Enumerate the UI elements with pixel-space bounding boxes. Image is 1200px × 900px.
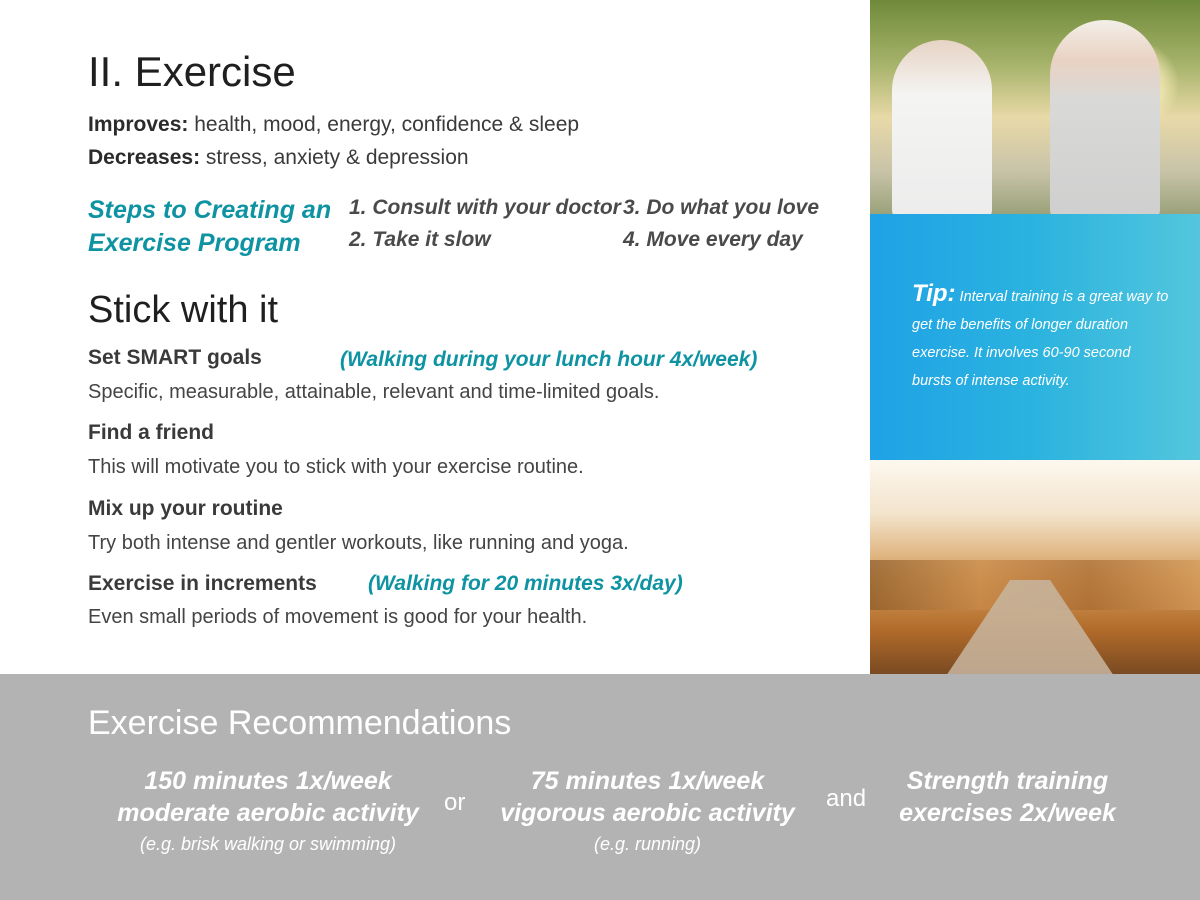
recommendations-title: Exercise Recommendations [88,704,512,742]
improves-text: health, mood, energy, confidence & sleep [188,113,580,136]
step-item-1: 1. Consult with your doctor [349,196,621,219]
recommendation-line2: moderate aerobic activity [117,799,419,827]
recommendation-moderate [108,765,428,859]
recommendation-line1: 75 minutes 1x/week [530,767,765,795]
recommendation-line1: 150 minutes 1x/week [144,767,392,795]
tip-body: Interval training is a great way to get the benefits of longer duration exercise. It involves 60-90 second bursts of intense activity. [912,289,1169,389]
tip-box [870,214,1200,460]
tip-text [912,280,1172,395]
recommendation-line2: vigorous aerobic activity [500,799,795,827]
find-friend-body: This will motivate you to stick with your exercise routine. [88,456,584,478]
improves-line [88,113,579,137]
page-title: II. Exercise [88,48,296,95]
increments-example: (Walking for 20 minutes 3x/day) [368,572,683,595]
decreases-text: stress, anxiety & depression [200,146,469,169]
stick-with-it-title: Stick with it [88,289,279,331]
recommendation-line2: exercises 2x/week [899,799,1116,827]
mix-routine-heading: Mix up your routine [88,497,283,520]
man-figure [892,40,992,214]
recommendation-strength [885,765,1130,829]
smart-goals-heading: Set SMART goals [88,346,262,369]
steps-heading: Steps to Creating an Exercise Program [88,196,332,257]
recommendation-note: (e.g. running) [593,834,702,854]
smart-goals-body: Specific, measurable, attainable, relevant and time-limited goals. [88,381,660,403]
step-item-2: 2. Take it slow [349,228,491,251]
smart-goals-example: (Walking during your lunch hour 4x/week) [340,348,758,371]
connector-and: and [826,785,867,812]
find-friend-heading: Find a friend [88,421,214,444]
tip-label: Tip: [912,280,956,307]
cyclists-trail-photo [870,460,1200,674]
step-item-4: 4. Move every day [623,228,803,251]
step-item-3: 3. Do what you love [623,196,820,219]
recommendation-vigorous [495,765,800,859]
decreases-line [88,146,469,170]
connector-or: or [444,789,466,816]
mix-routine-body: Try both intense and gentler workouts, like running and yoga. [88,532,629,554]
decreases-label: Decreases: [88,146,201,169]
couple-high-five-photo [870,0,1200,214]
increments-heading: Exercise in increments [88,572,317,595]
recommendations-footer [0,674,1200,900]
recommendation-note: (e.g. brisk walking or swimming) [139,834,397,854]
increments-body: Even small periods of movement is good for your health. [88,606,588,628]
recommendation-line1: Strength training [906,767,1109,795]
improves-label: Improves: [88,113,189,136]
woman-figure [1050,20,1160,214]
